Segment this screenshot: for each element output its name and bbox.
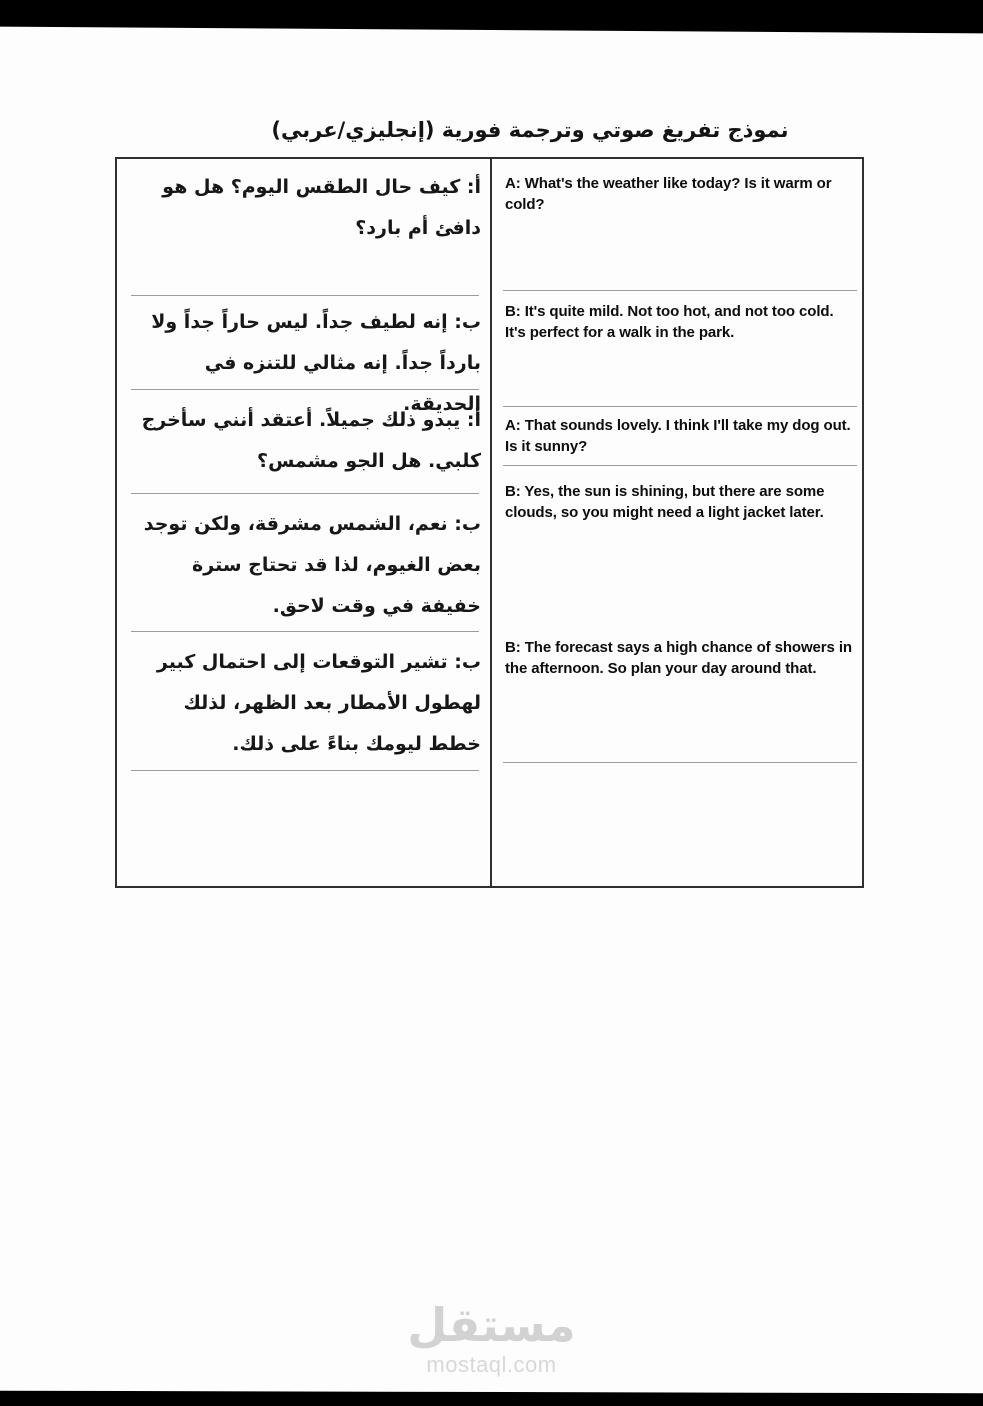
mostaql-logo: مستقل <box>407 1298 576 1352</box>
english-row-divider-1 <box>503 290 857 291</box>
mostaql-site-url: mostaql.com <box>426 1352 557 1377</box>
english-row-divider-5 <box>503 762 857 763</box>
translation-table <box>115 157 864 888</box>
scan-top-edge <box>0 0 983 34</box>
english-row-divider-3 <box>503 465 857 466</box>
arabic-row-divider-4 <box>131 631 479 632</box>
document-title: نموذج تفريغ صوتي وترجمة فورية (إنجليزي/عربي) <box>271 118 789 142</box>
arabic-row-divider-5 <box>131 770 479 771</box>
english-utterance-5: B: The forecast says a high chance of showers in the afternoon. So plan your day around that. <box>505 639 852 677</box>
column-divider <box>490 159 492 886</box>
arabic-row-divider-2 <box>131 389 479 390</box>
arabic-utterance-4: ب: نعم، الشمس مشرقة، ولكن توجد بعض الغيوم، لذا قد تحتاج سترة خفيفة في وقت لاحق. <box>143 513 481 617</box>
arabic-utterance-5: ب: تشير التوقعات إلى احتمال كبير لهطول الأمطار بعد الظهر، لذلك خطط ليومك بناءً على ذلك. <box>156 651 481 755</box>
english-utterance-2: B: It's quite mild. Not too hot, and not too cold. It's perfect for a walk in the park. <box>505 303 834 341</box>
english-utterance-4: B: Yes, the sun is shining, but there are some clouds, so you might need a light jacket later. <box>505 483 825 521</box>
arabic-utterance-3: أ: يبدو ذلك جميلاً. أعتقد أنني سأخرج كلبي. هل الجو مشمس؟ <box>141 409 481 472</box>
arabic-row-divider-3 <box>131 493 479 494</box>
english-row-divider-2 <box>503 406 857 407</box>
arabic-row-divider-1 <box>131 295 479 296</box>
arabic-utterance-2: ب: إنه لطيف جداً. ليس حاراً جداً ولا بارداً جداً. إنه مثالي للتنزه في الحديقة. <box>151 311 481 415</box>
scan-bottom-edge <box>0 1391 983 1406</box>
arabic-utterance-1: أ: كيف حال الطقس اليوم؟ هل هو دافئ أم بارد؟ <box>162 176 481 239</box>
watermark <box>0 1298 983 1378</box>
english-utterance-1: A: What's the weather like today? Is it warm or cold? <box>505 175 832 213</box>
english-utterance-3: A: That sounds lovely. I think I'll take my dog out. Is it sunny? <box>505 417 851 455</box>
